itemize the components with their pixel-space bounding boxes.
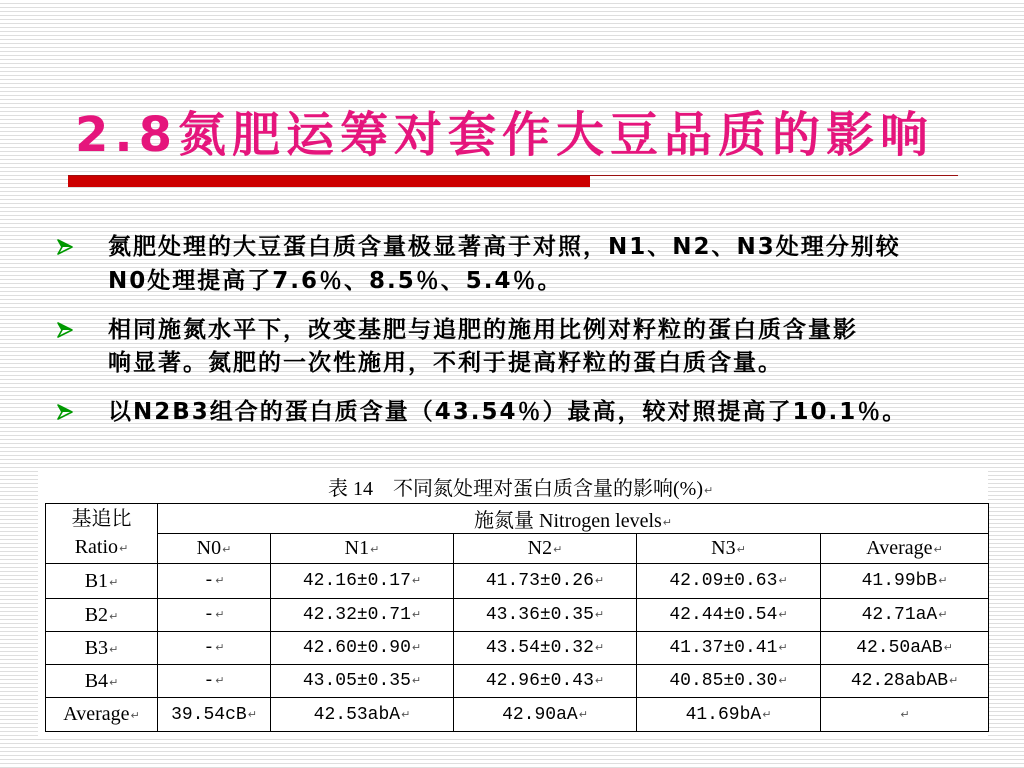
cell-value: - ↵ bbox=[203, 571, 224, 591]
cell-value: 42.44±0.54 ↵ bbox=[669, 605, 787, 625]
row-label-cell bbox=[46, 599, 158, 632]
table-cell bbox=[271, 599, 454, 632]
table-cell bbox=[637, 698, 821, 732]
column-header-average: Average ↵ bbox=[866, 537, 942, 559]
table-cell bbox=[821, 599, 989, 632]
cell-value bbox=[899, 705, 909, 725]
row-label-cell bbox=[46, 698, 158, 732]
cell-value: 41.37±0.41 ↵ bbox=[669, 638, 787, 658]
column-header bbox=[454, 534, 637, 564]
bullet-1-line-1: 氮肥处理的大豆蛋白质含量极显著高于对照，N1、N2、N3处理分别较 bbox=[108, 234, 901, 260]
row-label: Average ↵ bbox=[63, 703, 139, 725]
nitrogen-levels-header bbox=[158, 504, 989, 534]
table-cell bbox=[454, 564, 637, 599]
cell-value: 42.32±0.71 ↵ bbox=[303, 605, 421, 625]
table-header-row-1 bbox=[46, 504, 989, 534]
cell-value: 42.96±0.43 ↵ bbox=[486, 671, 604, 691]
slide-title: 2.8氮肥运筹对套作大豆品质的影响 bbox=[75, 107, 935, 163]
bullet-1-line-2: N0处理提高了7.6％、8.5％、5.4％。 bbox=[108, 268, 563, 294]
table-row bbox=[46, 665, 989, 698]
table-cell bbox=[158, 632, 271, 665]
cell-value: 42.28abAB ↵ bbox=[851, 671, 958, 691]
ratio-header-cell bbox=[46, 504, 158, 564]
cell-value: 41.69bA ↵ bbox=[686, 705, 772, 725]
table-cell bbox=[454, 698, 637, 732]
arrow-bullet-icon bbox=[56, 403, 74, 421]
cell-value: 39.54cB ↵ bbox=[171, 705, 257, 725]
table-cell bbox=[637, 599, 821, 632]
table-cell bbox=[158, 564, 271, 599]
row-label-cell bbox=[46, 632, 158, 665]
cell-value: 42.09±0.63 ↵ bbox=[669, 571, 787, 591]
table-cell bbox=[158, 698, 271, 732]
column-header bbox=[271, 534, 454, 564]
table-cell bbox=[821, 698, 989, 732]
table-cell bbox=[271, 564, 454, 599]
cell-value: 41.99bB ↵ bbox=[862, 571, 948, 591]
table-cell bbox=[454, 599, 637, 632]
cell-value: 42.50aAB ↵ bbox=[856, 638, 953, 658]
column-header-n2: N2 ↵ bbox=[528, 537, 563, 559]
table-cell bbox=[454, 632, 637, 665]
bullet-2-line-1: 相同施氮水平下，改变基肥与追肥的施用比例对籽粒的蛋白质含量影 bbox=[108, 317, 858, 343]
cell-value: 43.54±0.32 ↵ bbox=[486, 638, 604, 658]
table-cell bbox=[821, 665, 989, 698]
arrow-bullet-icon bbox=[56, 238, 74, 256]
table-cell bbox=[454, 665, 637, 698]
bullet-3-line-1: 以N2B3组合的蛋白质含量（43.54％）最高，较对照提高了10.1％。 bbox=[108, 399, 908, 425]
cell-value: 41.73±0.26 ↵ bbox=[486, 571, 604, 591]
table-row bbox=[46, 599, 989, 632]
column-header bbox=[821, 534, 989, 564]
table-cell bbox=[158, 599, 271, 632]
column-header bbox=[637, 534, 821, 564]
table-cell bbox=[271, 665, 454, 698]
table-cell bbox=[271, 632, 454, 665]
table-caption: 表 14 不同氮处理对蛋白质含量的影响(%) ↵ bbox=[328, 475, 713, 505]
cell-value: 40.85±0.30 ↵ bbox=[669, 671, 787, 691]
cell-value: 43.05±0.35 ↵ bbox=[303, 671, 421, 691]
arrow-bullet-icon bbox=[56, 321, 74, 339]
column-header-n1: N1 ↵ bbox=[345, 537, 380, 559]
ratio-header-cn: 基追比 bbox=[71, 507, 132, 530]
title-underline-bar bbox=[68, 176, 590, 187]
row-label: B2 ↵ bbox=[85, 604, 119, 626]
cell-value: 42.90aA ↵ bbox=[502, 705, 588, 725]
table-cell bbox=[158, 665, 271, 698]
table-row bbox=[46, 564, 989, 599]
nitrogen-levels-label: 施氮量 Nitrogen levels ↵ bbox=[474, 510, 672, 532]
protein-content-table bbox=[45, 503, 989, 732]
table-row bbox=[46, 632, 989, 665]
cell-value: - ↵ bbox=[203, 671, 224, 691]
row-label-cell bbox=[46, 665, 158, 698]
cell-value: 42.71aA ↵ bbox=[862, 605, 948, 625]
row-label: B3 ↵ bbox=[85, 637, 119, 659]
column-header bbox=[158, 534, 271, 564]
table-row-average bbox=[46, 698, 989, 732]
table-header-row-2 bbox=[46, 534, 989, 564]
column-header-n3: N3 ↵ bbox=[711, 537, 746, 559]
row-label: B4 ↵ bbox=[85, 670, 119, 692]
bullet-2-line-2: 响显著。氮肥的一次性施用，不利于提高籽粒的蛋白质含量。 bbox=[108, 350, 783, 376]
table-cell bbox=[637, 632, 821, 665]
row-label: B1 ↵ bbox=[85, 570, 119, 592]
table-cell bbox=[637, 665, 821, 698]
column-header-n0: N0 ↵ bbox=[197, 537, 232, 559]
cell-value: - ↵ bbox=[203, 605, 224, 625]
cell-value: 42.60±0.90 ↵ bbox=[303, 638, 421, 658]
cell-value: 42.53abA ↵ bbox=[314, 705, 411, 725]
table-cell bbox=[821, 632, 989, 665]
table-panel bbox=[38, 470, 988, 737]
cell-value: - ↵ bbox=[203, 638, 224, 658]
table-cell bbox=[271, 698, 454, 732]
ratio-header-en: Ratio ↵ bbox=[46, 533, 157, 563]
row-label-cell bbox=[46, 564, 158, 599]
table-cell bbox=[821, 564, 989, 599]
table-cell bbox=[637, 564, 821, 599]
cell-value: 43.36±0.35 ↵ bbox=[486, 605, 604, 625]
cell-value: 42.16±0.17 ↵ bbox=[303, 571, 421, 591]
